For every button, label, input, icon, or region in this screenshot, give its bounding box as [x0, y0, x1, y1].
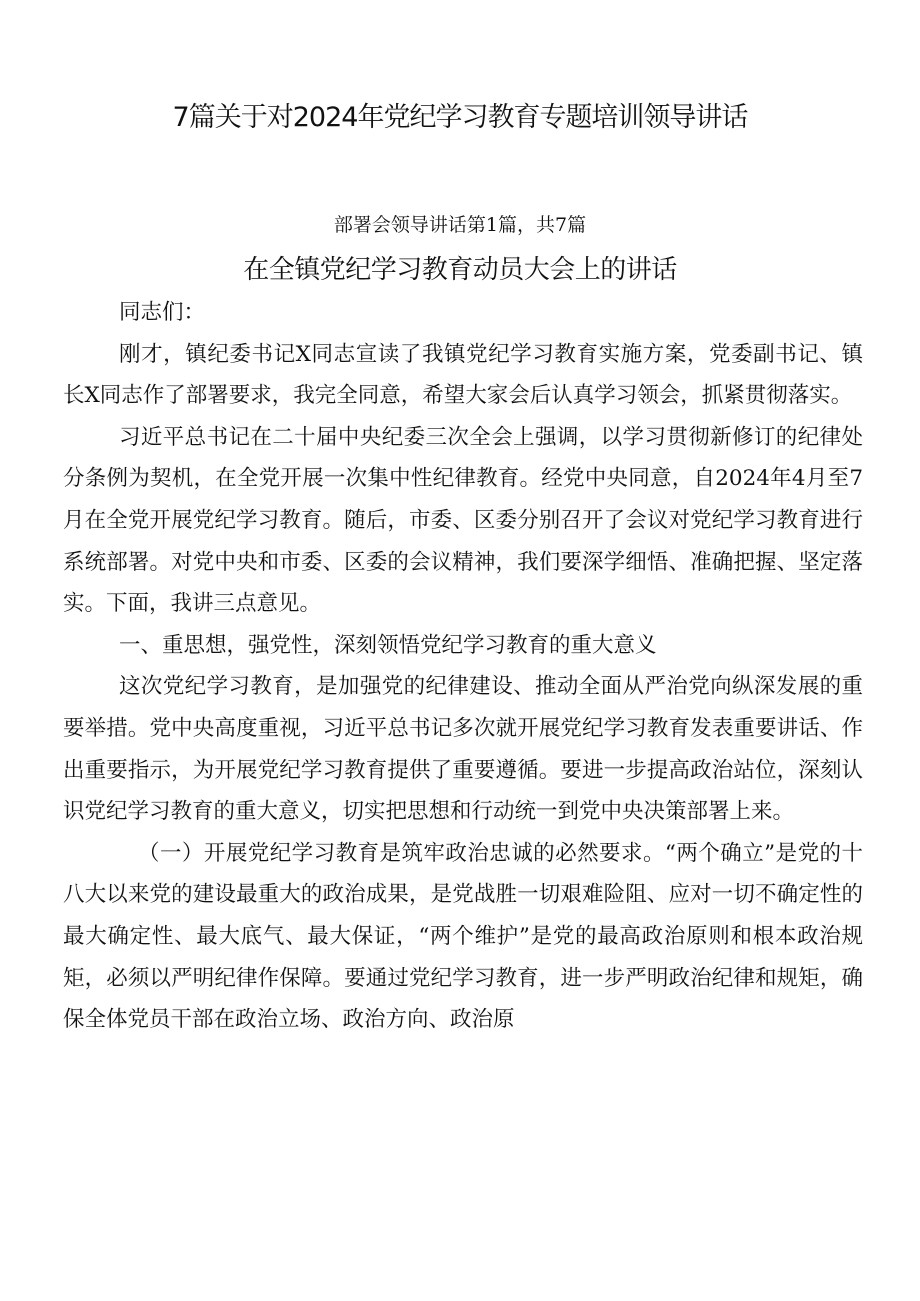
section-heading-1: 一、重思想，强党性，深刻领悟党纪学习教育的重大意义 — [119, 632, 657, 658]
paragraph-2: 习近平总书记在二十届中央纪委三次全会上强调，以学习贯彻新修订的纪律处分条例为契机，在全党开展一次集中性纪律教育。经党中央同意，自2024年4月至7月在全党开展党纪学习教育。随后，市委、区委分别召开了会议对党纪学习教育进行系统部署。对党中央和市委、区委的会议精神，我们要深学细悟、准确把握、坚定落实。下面，我讲三点意见。 — [63, 424, 863, 617]
paragraph-1: 刚才，镇纪委书记X同志宣读了我镇党纪学习教育实施方案，党委副书记、镇长X同志作了部署要求，我完全同意，希望大家会后认真学习领会，抓紧贯彻落实。 — [63, 341, 863, 409]
paragraph-3: 这次党纪学习教育，是加强党的纪律建设、推动全面从严治党向纵深发展的重要举措。党中央高度重视，习近平总书记多次就开展党纪学习教育发表重要讲话、作出重要指示，为开展党纪学习教育提供了重要遵循。要进一步提高政治站位，深刻认识党纪学习教育的重大意义，切实把思想和行动统一到党中央决策部署上来。 — [63, 674, 863, 825]
document-subtitle: 部署会领导讲话第1篇，共7篇 — [333, 214, 587, 236]
subsection-1: （一）开展党纪学习教育是筑牢政治忠诚的必然要求。“两个确立”是党的十八大以来党的建设最重大的政治成果，是党战胜一切艰难险阻、应对一切不确定性的最大确定性、最大底气、最大保证，“两个维护”是党的最高政治原则和根本政治规矩，必须以严明纪律作保障。要通过党纪学习教育，进一步严明政治纪律和规矩，确保全体党员干部在政治立场、政治方向、政治原 — [63, 840, 863, 1033]
salutation: 同志们： — [119, 300, 206, 325]
document-title: 7篇关于对2024年党纪学习教育专题培训领导讲话 — [172, 102, 748, 133]
speech-body — [63, 292, 863, 1041]
speech-title: 在全镇党纪学习教育动员大会上的讲话 — [243, 255, 677, 285]
